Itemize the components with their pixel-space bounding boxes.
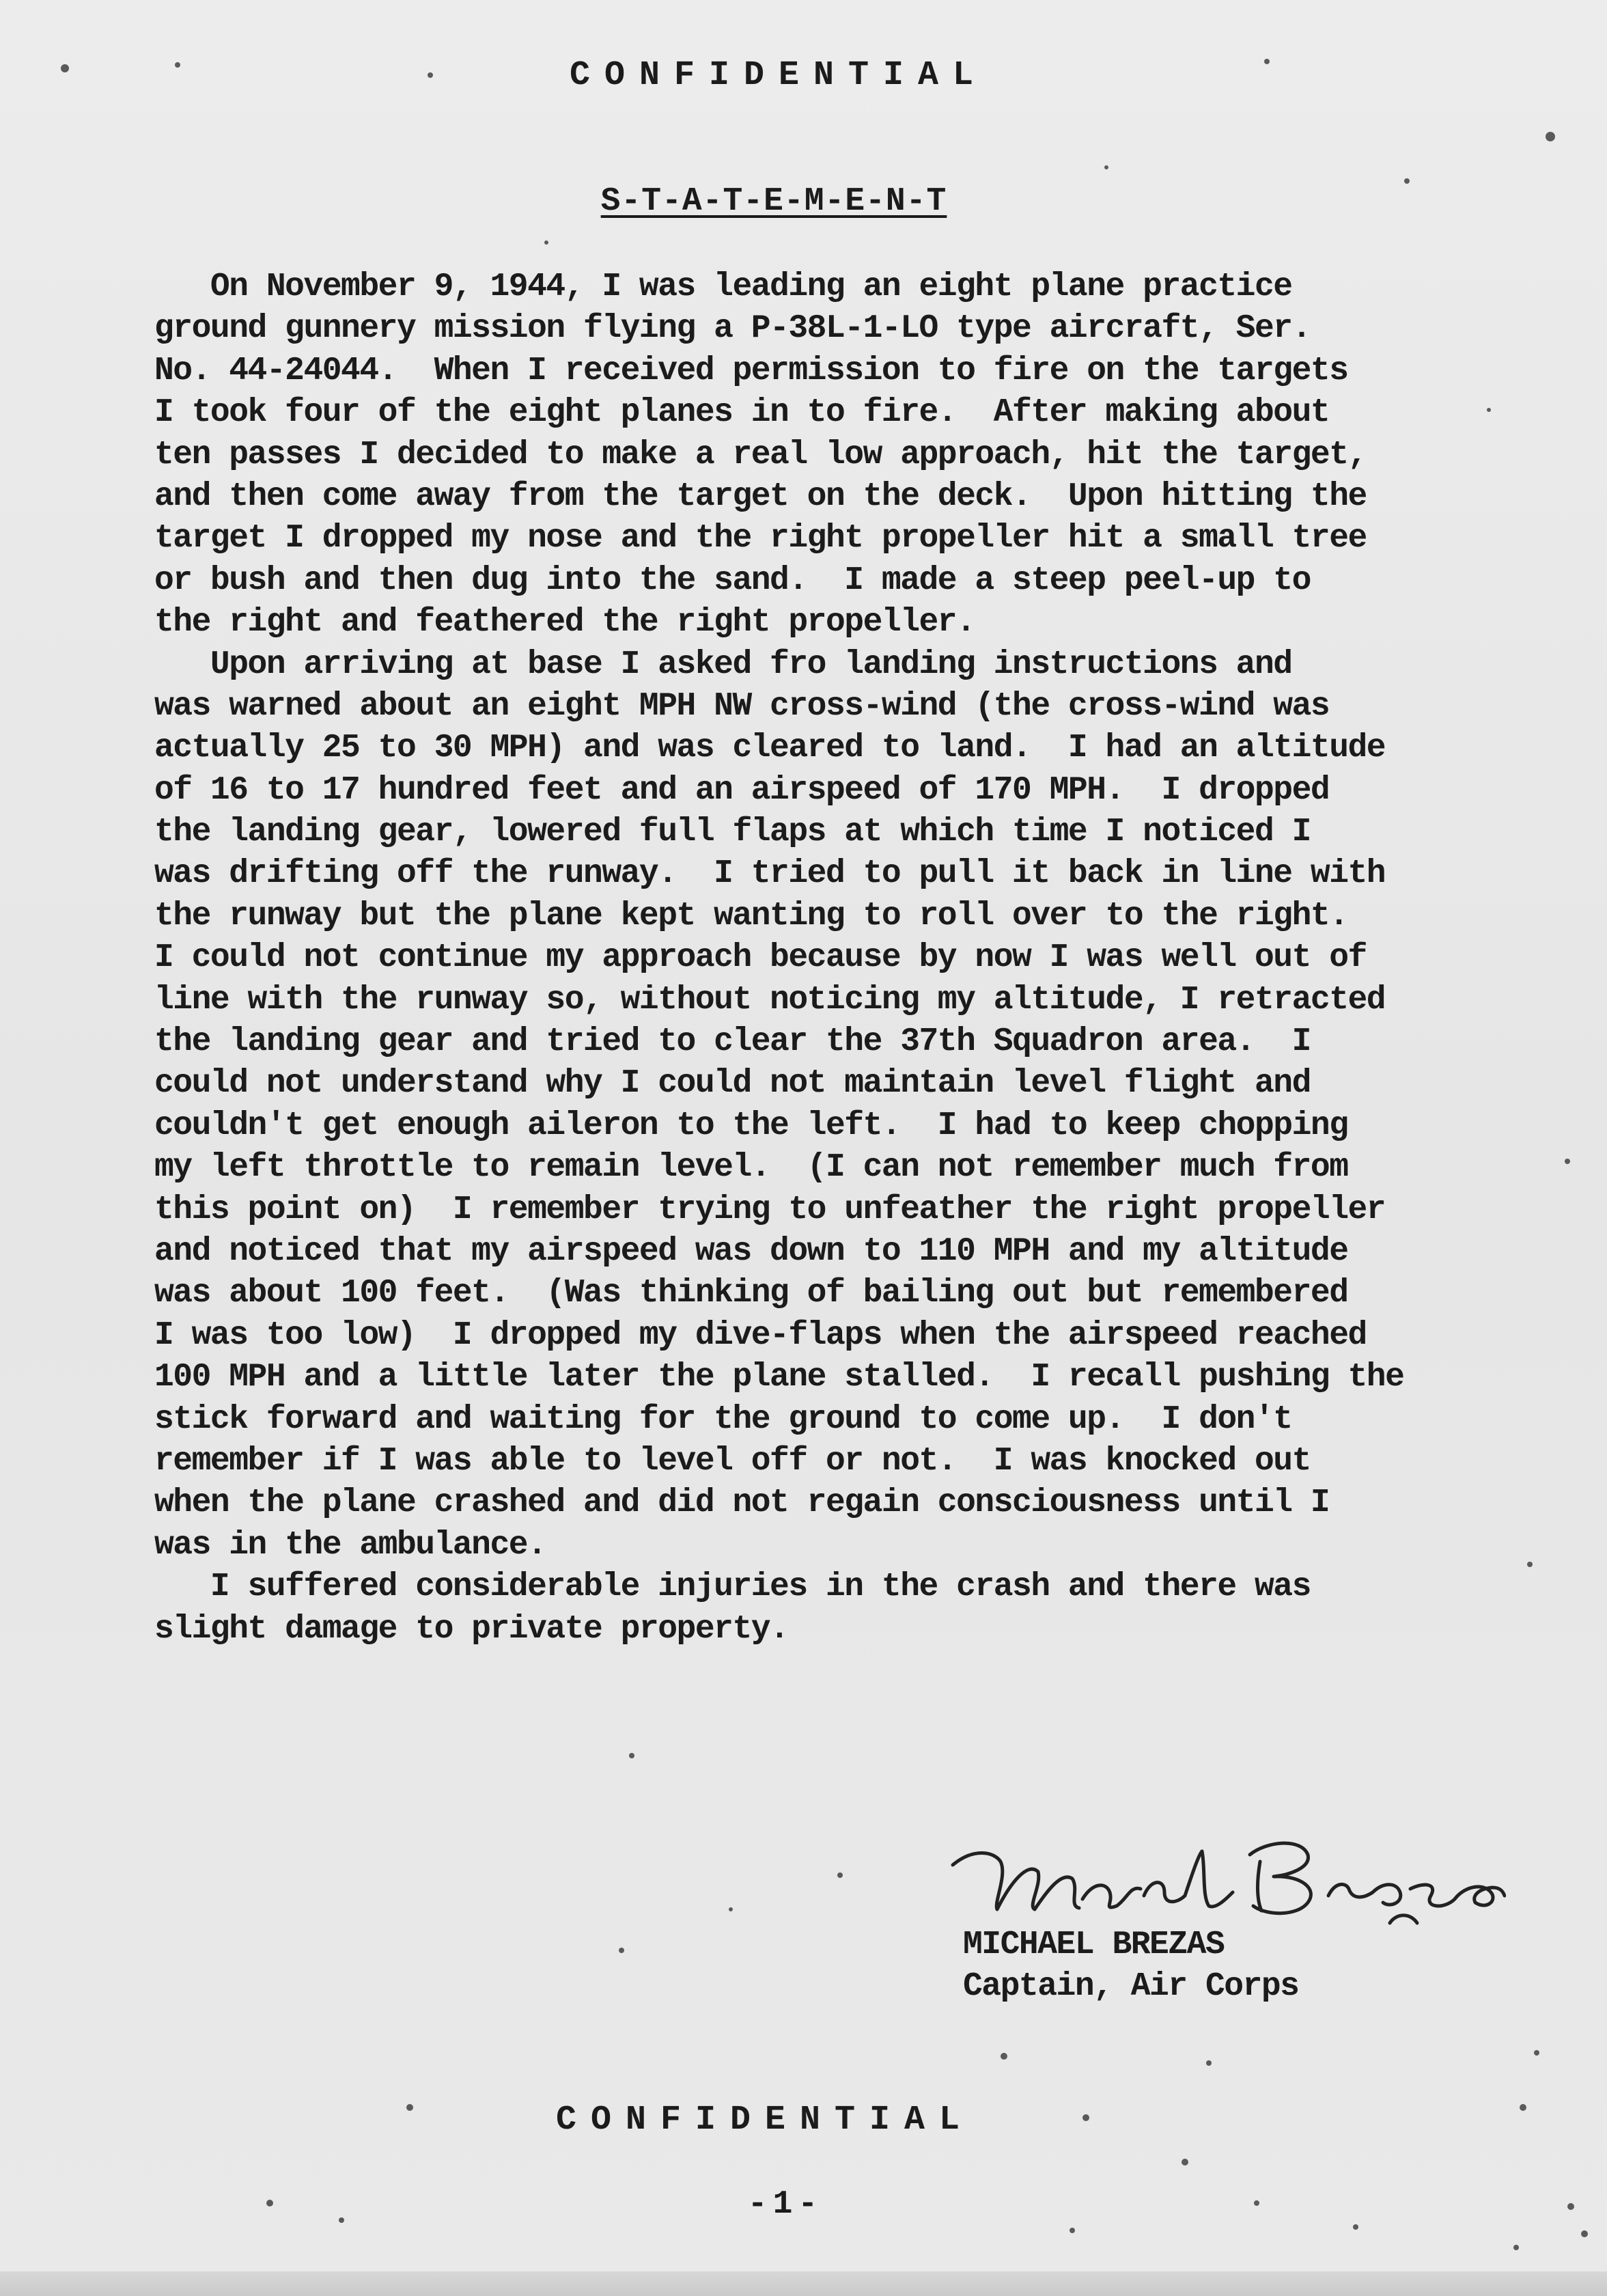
body-line: ground gunnery mission flying a P-38L-1-LO type aircraft, Ser. [154,310,1311,348]
body-line: slight damage to private property. [154,1610,789,1648]
body-line: I suffered considerable injuries in the crash and there was [154,1568,1311,1606]
body-line: when the plane crashed and did not regain consciousness until I [154,1484,1330,1522]
signer-title: Captain, Air Corps [963,1968,1299,2005]
body-line: couldn't get enough aileron to the left. I had to keep chopping [154,1107,1348,1144]
body-line: ten passes I decided to make a real low approach, hit the target, [154,436,1367,473]
signature-block [946,1834,1533,2060]
scan-bottom-edge [0,2271,1607,2296]
body-line: On November 9, 1944, I was leading an eight plane practice [154,268,1292,305]
body-line: remember if I was able to level off or not. I was knocked out [154,1442,1311,1480]
statement-body [154,266,1561,1650]
signer-name: MICHAEL BREZAS [963,1926,1225,1963]
body-line: the right and feathered the right propeller. [154,604,975,641]
classification-marking: CONFIDENTIAL [555,2101,975,2140]
footer-classification [0,2101,1607,2140]
body-line: this point on) I remember trying to unfeather the right propeller [154,1191,1386,1228]
classification-marking: CONFIDENTIAL [569,56,988,95]
body-line: my left throttle to remain level. (I can not remember much from [154,1149,1348,1187]
body-line: I could not continue my approach because by now I was well out of [154,939,1367,977]
body-line: 100 MPH and a little later the plane stalled. I recall pushing the [154,1359,1404,1396]
body-line: stick forward and waiting for the ground to come up. I don't [154,1400,1292,1438]
body-line: was warned about an eight MPH NW cross-wind (the cross-wind was [154,687,1330,725]
body-line: could not understand why I could not maintain level flight and [154,1065,1311,1103]
body-line: target I dropped my nose and the right propeller hit a small tree [154,520,1367,557]
statement-title [0,183,1607,220]
page-number-text: -1- [747,2186,824,2223]
body-line: actually 25 to 30 MPH) and was cleared to land. I had an altitude [154,730,1386,767]
body-line: I took four of the eight planes in to fire. After making about [154,394,1330,432]
body-line: was drifting off the runway. I tried to pull it back in line with [154,855,1386,893]
body-line: and noticed that my airspeed was down to 110 MPH and my altitude [154,1232,1348,1270]
body-line: No. 44-24044. When I received permission to fire on the targets [154,352,1348,389]
body-line: the runway but the plane kept wanting to roll over to the right. [154,897,1348,935]
body-line: Upon arriving at base I asked fro landing instructions and [154,646,1292,683]
body-line: line with the runway so, without noticing my altitude, I retracted [154,981,1386,1019]
body-line: I was too low) I dropped my dive-flaps when the airspeed reached [154,1316,1367,1354]
title-text: S-T-A-T-E-M-E-N-T [600,183,947,220]
body-line: of 16 to 17 hundred feet and an airspeed of 170 MPH. I dropped [154,771,1330,809]
body-line: and then come away from the target on the deck. Upon hitting the [154,478,1367,515]
body-line: was about 100 feet. (Was thinking of bailing out but remembered [154,1275,1348,1312]
body-line: the landing gear and tried to clear the 37th Squadron area. I [154,1023,1311,1061]
page-number [0,2186,1607,2223]
header-classification [0,56,1607,100]
body-line: the landing gear, lowered full flaps at which time I noticed I [154,814,1311,851]
body-line: was in the ambulance. [154,1526,546,1564]
handwritten-signature [946,1834,1506,1937]
body-line: or bush and then dug into the sand. I made a steep peel-up to [154,562,1311,599]
